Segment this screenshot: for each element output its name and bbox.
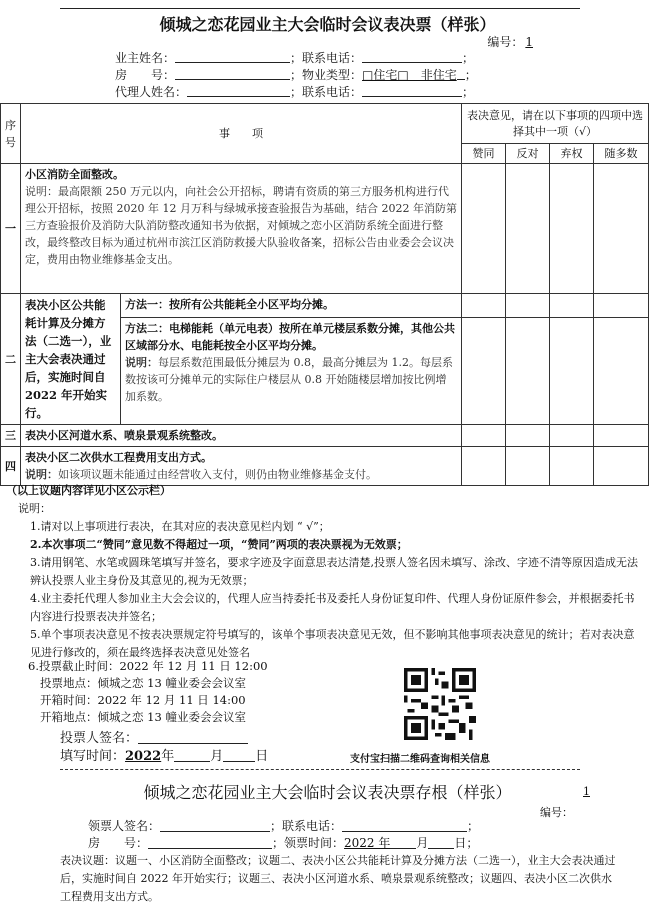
property-type-checkboxes[interactable]: □住宅□ 非住宅: [362, 68, 457, 82]
note-2: 2.本次事项二“赞同”意见数不得超过一项，“赞同”两项的表决票视为无效票；: [30, 538, 408, 551]
vote-location: 投票地点：倾城之恋 13 幢业委会会议室: [40, 676, 246, 690]
fill-time-label: 填写时间：: [60, 749, 126, 764]
month-field[interactable]: [174, 748, 210, 762]
day-field[interactable]: [223, 748, 255, 762]
vote-cell-abstain[interactable]: [550, 447, 594, 486]
item-4-note: 如该项议题未能通过由经营收入支付，则仍由物业维修基金支付。: [58, 468, 377, 481]
item-2-method-1: 方法一：按所有公共能耗全小区平均分摊。: [121, 294, 462, 318]
serial-number: [487, 33, 535, 50]
item-1-description: 说明：最高限额 250 万元以内，向社会公开招标，聘请有资质的第三方服务机构进行代理公开招标，按照 2020 年 12 月万科与绿城承接查验报告为基础，结合 2022 年消防第三方查验报价及消防大队消防整改通知书为依据，对倾城之恋小区消防系统全面进行整改，最终整改目标为通过杭州市滨江区消防救援大队验收备案，招标公告由业委会会议决定，费用由物业维修基金支出。: [25, 185, 457, 266]
item-2-method-2: 方法二：电梯能耗（单元电表）按所在单元楼层系数分摊，其他公共区域部分水、电能耗按全小区平均分摊。: [125, 321, 455, 352]
vote-cell-oppose[interactable]: [506, 317, 550, 424]
vote-cell-approve[interactable]: [462, 317, 506, 424]
stub-room-row: [88, 835, 478, 852]
vote-cell-approve[interactable]: [462, 164, 506, 294]
owner-name-field[interactable]: [175, 50, 290, 63]
receive-month-field[interactable]: [390, 835, 416, 849]
item-2-method-2-cell: [121, 317, 462, 424]
stub-title: 倾城之恋花园业主大会临时会议表决票存根（样张）: [143, 783, 512, 802]
day-unit: 日: [255, 749, 269, 764]
signer-field[interactable]: [138, 730, 248, 744]
qr-code-icon: [404, 668, 476, 740]
receive-time-label: ；领票时间：: [272, 836, 345, 850]
item-seq: 二: [1, 294, 21, 425]
agent-info-row: [115, 84, 474, 100]
month-unit: 月: [210, 749, 224, 764]
seq-header: 序号: [1, 104, 21, 164]
item-4-title: 表决小区二次供水工程费用支出方式。: [25, 451, 212, 464]
item-1-cell: [21, 164, 462, 294]
serial-label: 编号：: [487, 35, 524, 49]
item-seq: 四: [1, 447, 21, 486]
owner-name-label: 业主姓名：: [115, 51, 176, 65]
item-2-note-label: 说明：: [125, 355, 158, 369]
receive-day-unit: 日: [454, 836, 467, 850]
vote-cell-oppose[interactable]: [506, 294, 550, 318]
semicolon: ；: [462, 85, 475, 99]
property-type-field: [457, 67, 465, 80]
room-info-row: [115, 67, 477, 83]
phone-label: ；联系电话：: [290, 51, 363, 65]
vote-option-oppose: 反对: [506, 144, 550, 164]
item-3-title: 表决小区河道水系、喷泉景观系统整改。: [21, 425, 462, 447]
open-time: 开箱时间：2022 年 12 月 11 日 14:00: [40, 693, 246, 707]
after-table-note: （以上议题内容详见小区公示栏）: [6, 484, 171, 497]
vote-cell-approve[interactable]: [462, 447, 506, 486]
vote-cell-oppose[interactable]: [506, 425, 550, 447]
vote-cell-approve[interactable]: [462, 425, 506, 447]
year-unit: 年: [161, 749, 175, 764]
cut-line: [60, 769, 580, 770]
stub-phone-label: ；联系电话：: [270, 819, 343, 833]
stub-room-label: 房 号：: [88, 836, 149, 850]
serial-value: 1: [525, 35, 533, 49]
agent-name-field[interactable]: [187, 84, 290, 97]
item-seq: 一: [1, 164, 21, 294]
receiver-label: 领票人签名：: [88, 819, 161, 833]
vote-cell-abstain[interactable]: [550, 294, 594, 318]
vote-option-majority: 随多数: [594, 144, 649, 164]
stub-serial-value: 1: [583, 785, 590, 798]
semicolon: ；: [467, 819, 480, 833]
receive-year: 2022 年: [344, 836, 391, 850]
open-location: 开箱地点：倾城之恋 13 幢业委会会议室: [40, 710, 246, 724]
semicolon: ；: [462, 51, 475, 65]
notes-title: 说明：: [18, 502, 51, 515]
qr-caption: 支付宝扫描二维码查询相关信息: [350, 754, 490, 765]
stub-phone-field[interactable]: [342, 818, 467, 832]
agent-phone-field[interactable]: [362, 84, 462, 97]
vote-cell-abstain[interactable]: [550, 425, 594, 447]
semicolon: ；: [464, 68, 477, 82]
receive-month-unit: 月: [416, 836, 429, 850]
stub-receiver-row: [88, 818, 479, 835]
notes-section: [6, 482, 638, 662]
item-header: 事 项: [21, 104, 462, 164]
receiver-field[interactable]: [160, 818, 270, 832]
semicolon: ；: [466, 836, 479, 850]
vote-cell-approve[interactable]: [462, 294, 506, 318]
vote-cell-majority[interactable]: [594, 447, 649, 486]
room-label: 房 号：: [115, 68, 176, 82]
phone-field[interactable]: [362, 50, 462, 63]
stub-summary: 表决议题：议题一、小区消防全面整改；议题二、表决小区公共能耗计算及分摊方法（二选一），业主大会表决通过后，实施时间自 2022 年开始实行；议题三、表决小区河道水系、喷泉景观系统整改；议题四、表决小区二次供水工程费用支出方式。: [60, 854, 616, 903]
agent-name-label: 代理人姓名：: [115, 85, 188, 99]
vote-cell-oppose[interactable]: [506, 164, 550, 294]
note-1: 1.请对以上事项进行表决，在其对应的表决意见栏内划 “ √”；: [30, 520, 330, 533]
vote-cell-majority[interactable]: [594, 317, 649, 424]
vote-deadline: 6.投票截止时间：2022 年 12 月 11 日 12:00: [28, 659, 268, 673]
schedule-block: [28, 658, 268, 726]
owner-info-row: [115, 50, 474, 66]
signer-label: 投票人签名：: [60, 731, 139, 746]
vote-cell-abstain[interactable]: [550, 164, 594, 294]
note-5: 5.单个事项表决意见不按表决票规定符号填写的，该单个事项表决意见无效，但不影响其他事项表决意见的统计；若对表决意见进行修改的，须在最终选择表决意见处签名: [30, 628, 635, 659]
note-4: 4.业主委托代理人参加业主大会会议的，代理人应当持委托书及委托人身份证复印件、代理人身份证原件参会，并根据委托书内容进行投票表决并签名；: [30, 592, 635, 623]
vote-cell-majority[interactable]: [594, 425, 649, 447]
item-2-note: 每层系数范围最低分摊层为 0.8，最高分摊层为 1.2。每层系数按该可分摊单元的实际住户楼层从 0.8 开始随楼层增加按比例增加系数。: [125, 355, 453, 403]
item-4-note-label: 说明：: [25, 468, 58, 481]
fill-year: 2022: [125, 749, 162, 764]
vote-cell-majority[interactable]: [594, 164, 649, 294]
stub-serial-label: 编号：: [540, 806, 573, 819]
receive-day-field[interactable]: [428, 835, 454, 849]
signer-block: [60, 730, 268, 766]
vote-header: 表决意见，请在以下事项的四项中选择其中一项（√）: [462, 104, 649, 144]
vote-cell-abstain[interactable]: [550, 317, 594, 424]
ballot-title: 倾城之恋花园业主大会临时会议表决票（样张）: [159, 15, 496, 34]
agent-phone-label: ；联系电话：: [290, 85, 363, 99]
property-type-label: ；物业类型：: [290, 68, 363, 82]
item-seq: 三: [1, 425, 21, 447]
note-3: 3.请用钢笔、水笔或圆珠笔填写并签名，要求字迹及字面意思表达清楚,投票人签名因未填写、涂改、字迹不清等原因造成无法辨认投票人业主身份及其意见的,视为无效票；: [30, 556, 638, 587]
vote-cell-oppose[interactable]: [506, 447, 550, 486]
room-field[interactable]: [175, 67, 290, 80]
stub-room-field[interactable]: [148, 835, 272, 849]
vote-cell-majority[interactable]: [594, 294, 649, 318]
vote-option-approve: 赞同: [462, 144, 506, 164]
vote-option-abstain: 弃权: [550, 144, 594, 164]
item-2-title: 表决小区公共能耗计算及分摊方法（二选一），业主大会表决通过后，实施时间自 2022 年开始实行。: [21, 294, 121, 425]
top-rule: [60, 8, 580, 9]
ballot-table: [0, 103, 649, 486]
item-4-cell: [21, 447, 462, 486]
item-1-title: 小区消防全面整改。: [25, 168, 124, 181]
